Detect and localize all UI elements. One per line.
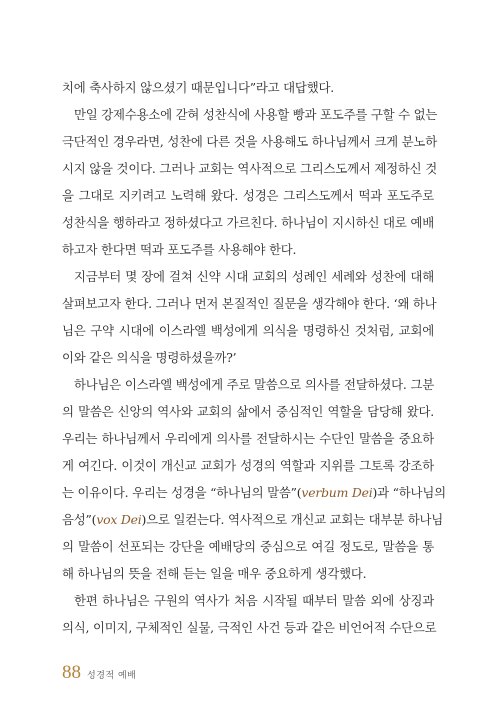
- text-line: [62, 317, 434, 344]
- line-text: 의 말씀은 신앙의 역사와 교회의 삶에서 중심적인 역할을 담당해 왔다.: [62, 404, 434, 419]
- text-line: [62, 452, 434, 479]
- text-line: [62, 128, 437, 155]
- line-text: 살펴보고자 한다. 그러나 먼저 본질적인 질문을 생각해야 한다. ‘왜 하나: [62, 296, 437, 311]
- text-line: [62, 290, 437, 317]
- page-footer: [62, 662, 136, 686]
- text-line: [62, 182, 434, 209]
- text-line: [62, 344, 434, 371]
- text-line: [62, 614, 437, 641]
- text-line: [62, 263, 434, 290]
- text-line: [62, 236, 434, 263]
- line-text: 님은 구약 시대에 이스라엘 백성에게 의식을 명령하신 것처럼, 교회에: [62, 323, 434, 338]
- line-text: 의식, 이미지, 구체적인 실물, 극적인 사건 등과 같은 비언어적 수단으로: [62, 620, 437, 635]
- text-line: [62, 101, 438, 128]
- line-text: 해 하나님의 뜻을 전해 듣는 일을 매우 중요하게 생각했다.: [62, 566, 367, 581]
- line-text: 극단적인 경우라면, 성찬에 다른 것을 사용해도 하나님께서 크게 분노하: [62, 134, 437, 149]
- line-text-continued: )으로 일컫는다. 역사적으로 개신교 교회는 대부분 하나님: [141, 512, 444, 527]
- line-text: 치에 축사하지 않으셨기 때문입니다”라고 대답했다.: [62, 80, 334, 95]
- text-line: [62, 533, 434, 560]
- line-text: 우리는 하나님께서 우리에게 의사를 전달하시는 수단인 말씀을 중요하: [62, 431, 434, 446]
- latin-term: verbum Dei: [301, 485, 373, 500]
- line-text: 의 말씀이 선포되는 강단을 예배당의 중심으로 여길 정도로, 말씀을 통: [62, 539, 434, 554]
- text-line: [62, 209, 434, 236]
- text-line: [62, 560, 434, 587]
- line-text-continued: )과 “하나님의: [372, 485, 446, 500]
- line-text: 하나님은 이스라엘 백성에게 주로 말씀으로 의사를 전달하셨다. 그분: [74, 377, 434, 392]
- line-text: 을 그대로 지키려고 노력해 왔다. 성경은 그리스도께서 떡과 포도주로: [62, 188, 434, 203]
- text-line: [62, 155, 437, 182]
- running-title: 성경적 예배: [87, 671, 137, 681]
- line-text: 시지 않을 것이다. 그러나 교회는 역사적으로 그리스도께서 제정하신 것: [62, 161, 437, 176]
- line-text: 게 여긴다. 이것이 개신교 교회가 성경의 역할과 지위를 그토록 강조하: [62, 458, 434, 473]
- text-line: [62, 479, 446, 506]
- text-line: [62, 425, 434, 452]
- line-text: 성찬식을 행하라고 정하셨다고 가르친다. 하나님이 지시하신 대로 예배: [62, 215, 434, 230]
- page-number: 88: [62, 662, 81, 683]
- line-text: 이와 같은 의식을 명령하셨을까?’: [62, 350, 237, 365]
- text-line: [62, 506, 444, 533]
- text-line: [62, 398, 434, 425]
- line-text: 음성”(: [62, 512, 97, 527]
- text-line: [62, 587, 434, 614]
- latin-term: vox Dei: [96, 512, 142, 527]
- line-text: 는 이유이다. 우리는 성경을 “하나님의 말씀”(: [62, 485, 302, 500]
- line-text: 만일 강제수용소에 갇혀 성찬식에 사용할 빵과 포도주를 구할 수 없는: [74, 107, 438, 122]
- line-text: 하고자 한다면 떡과 포도주를 사용해야 한다.: [62, 242, 297, 257]
- text-line: [62, 371, 434, 398]
- body-text: [62, 74, 446, 641]
- line-text: 지금부터 몇 장에 걸쳐 신약 시대 교회의 성례인 세례와 성찬에 대해: [74, 269, 434, 284]
- text-line: [62, 74, 434, 101]
- line-text: 한편 하나님은 구원의 역사가 처음 시작될 때부터 말씀 외에 상징과: [74, 593, 434, 608]
